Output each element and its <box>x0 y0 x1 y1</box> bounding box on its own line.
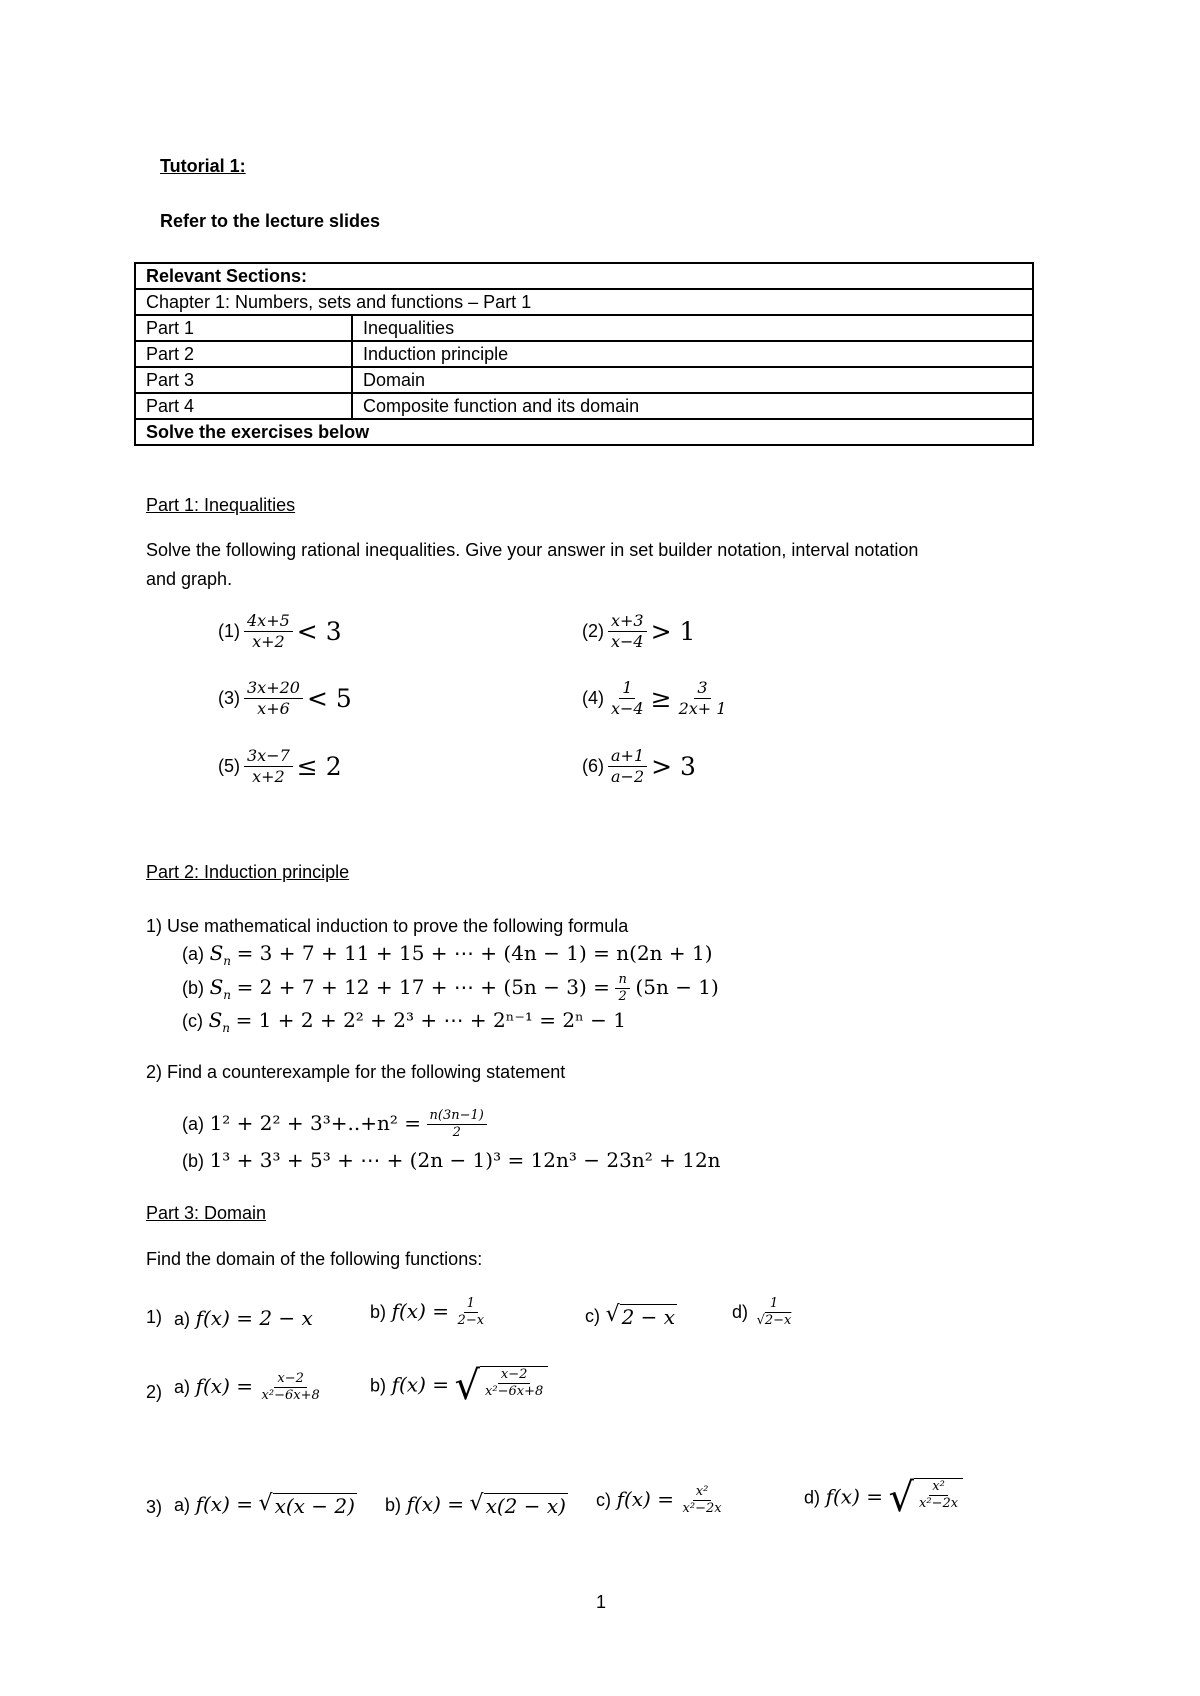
inequality-1 <box>218 611 342 652</box>
tutorial-subtitle: Refer to the lecture slides <box>160 211 381 231</box>
domain-3c: c) f(x) = $\frac{\text{x²}}{\text{x²−2x}}$ <box>596 1484 725 1518</box>
relation: < 3 <box>296 617 342 646</box>
item-label: (2) <box>582 621 604 641</box>
sqrt: √ $\frac{x-2}{\text{x²−6x+8}}$ <box>455 1366 549 1406</box>
item-label: (4) <box>582 688 604 708</box>
fraction: $\frac{3}{2x+ 1}$ <box>678 678 727 718</box>
fraction: $\frac{1}{2-x}$ <box>457 1296 485 1329</box>
table-cell-part: Part 4 <box>135 393 352 419</box>
relation: ≥ <box>650 684 672 713</box>
domain-3a: a) f(x) = √ x(x − 2) <box>174 1491 355 1519</box>
relation: > 3 <box>651 752 696 781</box>
relation: ≤ 2 <box>296 752 342 781</box>
sqrt: √ 2 − x <box>605 1302 676 1329</box>
relation: > 1 <box>650 617 696 646</box>
domain-2a: a) f(x) = $\frac{x-2}{\text{x²−6x+8}}$ <box>174 1371 323 1405</box>
domain-2b: b) f(x) = √ $\frac{x-2}{\text{x²−6x+8}}$ <box>370 1366 548 1406</box>
table-heading: Relevant Sections: <box>135 263 1033 289</box>
inequality-5 <box>218 746 342 787</box>
inequality-2 <box>582 611 695 652</box>
counterexample-a: (a) 1² + 2² + 3³+..+n² = $\frac{n(3n-1)}{2}$ <box>182 1108 487 1142</box>
part1-instruction-line2: and graph. <box>146 569 233 589</box>
inequality-4 <box>582 678 729 719</box>
fraction: $\frac{3x+20}{x+6}$ <box>244 678 303 719</box>
sqrt: √ $\frac{\text{x²}}{\text{x²−2x}}$ <box>889 1478 964 1518</box>
sqrt: √ x(2 − x) <box>469 1491 566 1519</box>
part2-question-1: 1) Use mathematical induction to prove the following formula <box>146 916 629 936</box>
domain-row-1: 1) <box>146 1307 163 1327</box>
fraction: $\frac{4x+5}{x+2}$ <box>244 611 293 652</box>
relevant-sections-table <box>134 262 1034 446</box>
counterexample-b: (b) 1³ + 3³ + 5³ + ⋯ + (2n − 1)³ = 12n³ − 23n² + 12n <box>182 1148 721 1172</box>
part2-question-2: 2) Find a counterexample for the following statement <box>146 1062 566 1082</box>
table-row <box>135 341 1033 367</box>
item-label: (3) <box>218 688 240 708</box>
relation: < 5 <box>306 684 352 713</box>
table-row <box>135 315 1033 341</box>
item-label: (5) <box>218 756 240 776</box>
domain-row-2: 2) <box>146 1382 163 1402</box>
domain-1d: d) $\frac{1}{√2-x}$ <box>732 1296 794 1330</box>
fraction: $\frac{x-2}{\text{x²−6x+8}}$ <box>261 1371 320 1404</box>
part1-heading: Part 1: Inequalities <box>146 495 296 515</box>
domain-1b: b) f(x) = $\frac{1}{2-x}$ <box>370 1296 487 1330</box>
sqrt: √ x(x − 2) <box>258 1491 355 1519</box>
part2-heading: Part 2: Induction principle <box>146 862 350 882</box>
fraction: $\frac{x+3}{x-4}$ <box>608 611 647 652</box>
table-row <box>135 367 1033 393</box>
domain-row-3: 3) <box>146 1497 163 1517</box>
part3-heading: Part 3: Domain <box>146 1203 267 1223</box>
induction-formula-c: (c) $S_n = 1 + 2 + 2^2 + 2^3$ + ⋯ + 2ⁿ⁻¹ = 2ⁿ − 1 <box>182 1008 626 1035</box>
fraction: $\frac{\text{x²}}{\text{x²−2x}}$ <box>682 1484 722 1517</box>
inequality-3 <box>218 678 352 719</box>
table-cell-part: Part 2 <box>135 341 352 367</box>
fraction: $\frac{1}{x-4}$ <box>611 678 644 718</box>
table-cell-topic: Domain <box>352 367 1033 393</box>
fraction: $\frac{3x-7}{x+2}$ <box>244 746 293 787</box>
table-row <box>135 393 1033 419</box>
table-chapter: Chapter 1: Numbers, sets and functions – Part 1 <box>135 289 1033 315</box>
table-footer: Solve the exercises below <box>135 419 1033 445</box>
fraction: $\frac{1}{√2-x}$ <box>756 1296 792 1329</box>
table-cell-topic: Composite function and its domain <box>352 393 1033 419</box>
fraction: $\frac{n}{2}$ <box>615 972 629 1006</box>
induction-formula-b: (b) $S_n = 2 + 7 + 12 + 17$ + ⋯ + (5n − 3) = $\frac{n}{2}$ (5n − 1) <box>182 972 719 1005</box>
domain-3d: d) f(x) = √ $\frac{\text{x²}}{\text{x²−2x}}$ <box>804 1478 963 1518</box>
item-label: (6) <box>582 756 604 776</box>
page-number: 1 <box>596 1592 607 1612</box>
domain-1a: a) f(x) = 2 − x <box>174 1306 313 1330</box>
induction-formula-a: (a) $S_n = 3 + 7 + 11 + 15$ + ⋯ + (4n − 1) = n(2n + 1) <box>182 941 713 968</box>
fraction: $\frac{n(3n-1)}{2}$ <box>427 1108 487 1142</box>
domain-3b: b) f(x) = √ x(2 − x) <box>385 1491 566 1519</box>
fraction: $\frac{a+1}{a-2}$ <box>608 746 647 787</box>
table-cell-part: Part 3 <box>135 367 352 393</box>
table-cell-topic: Induction principle <box>352 341 1033 367</box>
domain-1c: c) √ 2 − x <box>585 1302 676 1329</box>
table-cell-topic: Inequalities <box>352 315 1033 341</box>
table-cell-part: Part 1 <box>135 315 352 341</box>
tutorial-title: Tutorial 1: <box>160 156 246 176</box>
part1-instruction-line1: Solve the following rational inequalities. Give your answer in set builder notation, interval notation <box>146 540 919 560</box>
part3-instruction: Find the domain of the following functions: <box>146 1249 483 1269</box>
item-label: (1) <box>218 621 240 641</box>
inequality-6 <box>582 746 696 787</box>
